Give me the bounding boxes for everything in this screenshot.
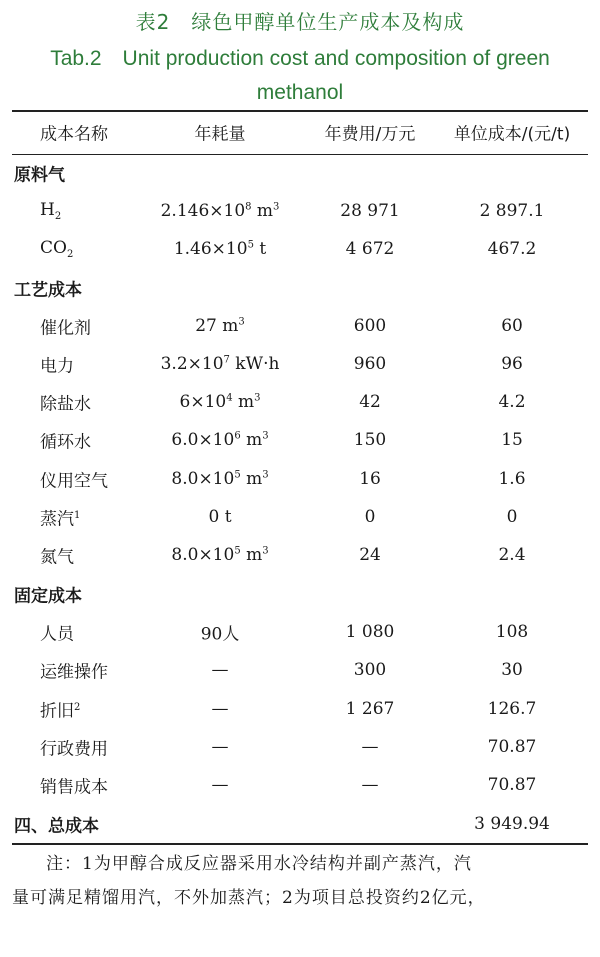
section-row: [0, 158, 600, 188]
table-row: 催化剂 27 $m^3$ 600 60: [0, 311, 600, 341]
total-row: 四、总成本 3 949.94: [0, 809, 600, 839]
table-row: 行政费用 — — 70.87: [0, 732, 600, 762]
table-row: 人员 90人 1 080 108: [0, 617, 600, 647]
row-name: $H_2$: [40, 199, 62, 223]
table-row: 折旧$^2$ — 1 267 126.7: [0, 694, 600, 724]
row-name: 循环水: [40, 432, 91, 453]
row-name: 除盐水: [40, 394, 91, 415]
row-name: $CO_2$: [40, 237, 74, 261]
row-name: 运维操作: [40, 662, 108, 683]
table-title-cn: 表2 绿色甲醇单位生产成本及构成: [135, 10, 465, 34]
table-title-en: Tab.2 Unit production cost and composition of green methanol: [50, 47, 550, 104]
table-row: 销售成本 — — 70.87: [0, 770, 600, 800]
row-name: 仪用空气: [40, 471, 108, 492]
section-row: [0, 579, 600, 609]
table-row: 蒸汽$^1$ 0 t 0 0: [0, 502, 600, 532]
header-rule: [12, 154, 588, 155]
row-name: 人员: [40, 624, 74, 645]
row-name: 催化剂: [40, 318, 91, 339]
section-label: 四、总成本: [14, 816, 99, 837]
table-row: 除盐水 $6\times 10^4$ $m^3$ 42 4.2: [0, 387, 600, 417]
section-label: 工艺成本: [14, 280, 82, 301]
table-note-line-1: 注：1为甲醇合成反应器采用水冷结构并副产蒸汽，汽: [46, 854, 472, 874]
row-name: 蒸汽$^1$: [40, 509, 81, 530]
table-row: 循环水 $6.0\times 10^6$ $m^3$ 150 15: [0, 425, 600, 455]
row-name: 折旧$^2$: [40, 701, 81, 722]
row-name: 行政费用: [40, 739, 108, 760]
bottom-rule: [12, 843, 588, 845]
row-name: 电力: [40, 356, 74, 377]
top-rule: [12, 110, 588, 112]
header-name: 成本名称: [40, 124, 108, 145]
row-name: 氮气: [40, 547, 74, 568]
table-header-row: 成本名称 年耗量 年费用/万元 单位成本/(元/t): [0, 117, 600, 147]
section-label: 原料气: [14, 165, 65, 186]
table-row: $H_2$ $2.146\times 10^8$ $m^3$ 28 971 2 897.1: [40, 199, 545, 223]
row-name: 销售成本: [40, 777, 108, 798]
table-row: 仪用空气 $8.0\times 10^5$ $m^3$ 16 1.6: [0, 464, 600, 494]
table-row: 氮气 $8.0\times 10^5$ $m^3$ 24 2.4: [0, 540, 600, 570]
table-row: 电力 $3.2\times 10^7$ kW·h 960 96: [0, 349, 600, 379]
section-row: [0, 273, 600, 303]
table-note-line-2: 量可满足精馏用汽，不外加蒸汽；2为项目总投资约2亿元，: [12, 888, 486, 908]
section-label: 固定成本: [14, 586, 82, 607]
table-row: $CO_2$ $1.46\times 10^5$ t 4 672 467.2: [40, 237, 537, 261]
table-row: 运维操作 — 300 30: [0, 655, 600, 685]
